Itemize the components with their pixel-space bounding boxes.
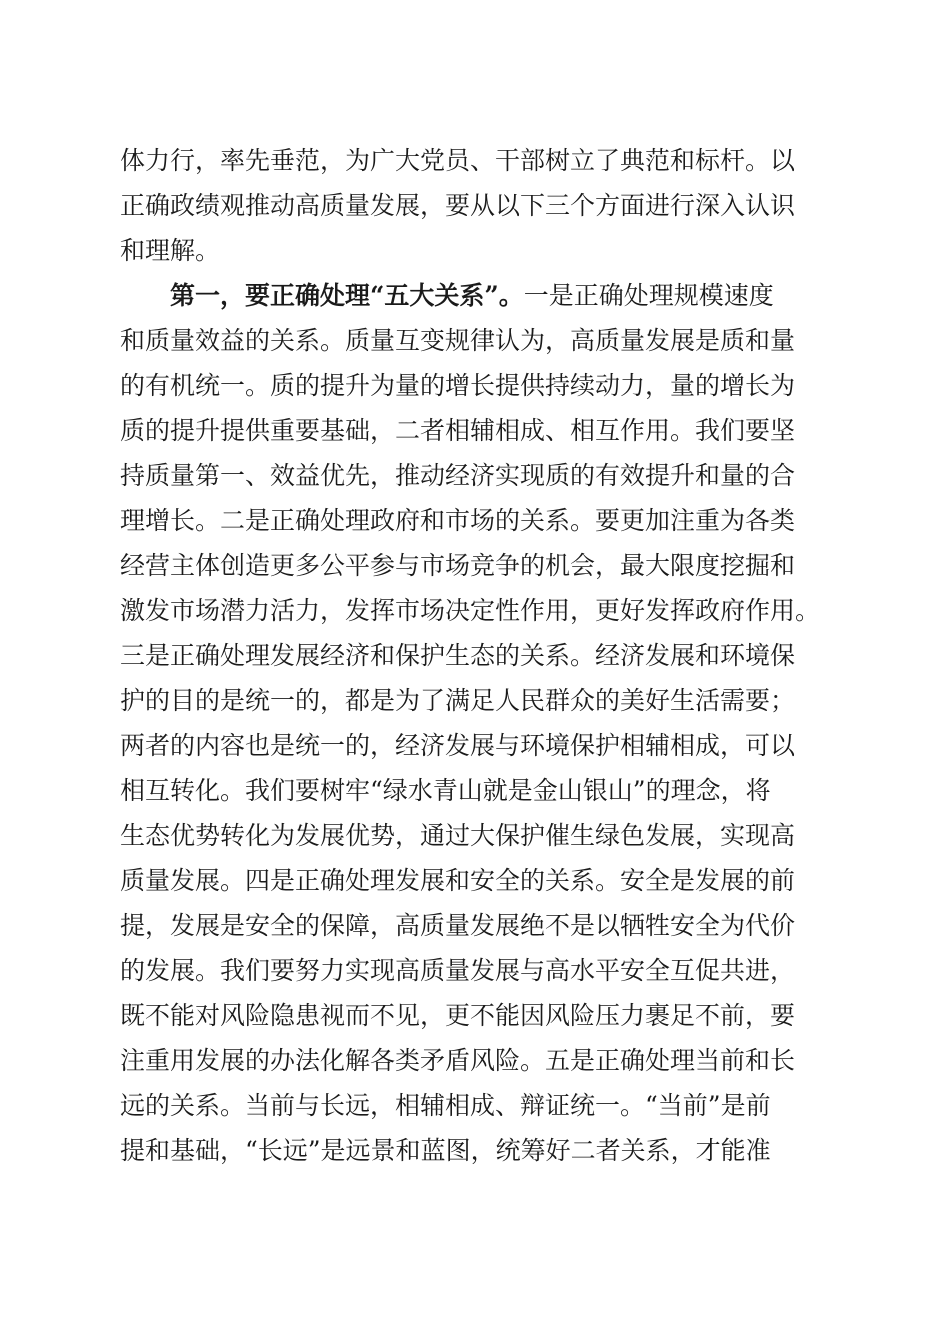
text-line: 质的提升提供重要基础，二者相辅相成、相互作用。我们要坚	[120, 416, 796, 445]
text-line: 激发市场潜力活力，发挥市场决定性作用，更好发挥政府作用。	[120, 596, 821, 625]
text-line: 的有机统一。质的提升为量的增长提供持续动力，量的增长为	[120, 371, 796, 400]
text-line: 持质量第一、效益优先，推动经济实现质的有效提升和量的合	[120, 461, 796, 490]
text-line: 两者的内容也是统一的，经济发展与环境保护相辅相成，可以	[120, 731, 796, 760]
section-first-line-text: 一是正确处理规模速度	[523, 281, 774, 310]
text-line: 的发展。我们要努力实现高质量发展与高水平安全互促共进，	[120, 956, 796, 985]
text-line: 和理解。	[120, 236, 221, 265]
text-line: 三是正确处理发展经济和保护生态的关系。经济发展和环境保	[120, 641, 796, 670]
text-line: 和质量效益的关系。质量互变规律认为，高质量发展是质和量	[120, 326, 796, 355]
text-line: 既不能对风险隐患视而不见，更不能因风险压力裹足不前，要	[120, 1001, 796, 1030]
text-line: 提和基础，“长远”是远景和蓝图，统筹好二者关系，才能准	[120, 1136, 771, 1165]
text-line: 相互转化。我们要树牢“绿水青山就是金山银山”的理念，将	[120, 776, 771, 805]
section-first-line	[120, 273, 830, 318]
text-line: 质量发展。四是正确处理发展和安全的关系。安全是发展的前	[120, 866, 796, 895]
text-line: 注重用发展的办法化解各类矛盾风险。五是正确处理当前和长	[120, 1046, 796, 1075]
document-body	[120, 138, 830, 1173]
text-line: 正确政绩观推动高质量发展，要从以下三个方面进行深入认识	[120, 191, 796, 220]
text-line: 护的目的是统一的，都是为了满足人民群众的美好生活需要；	[120, 686, 796, 715]
section-heading: 第一，要正确处理“五大关系”。	[170, 281, 524, 310]
text-line: 生态优势转化为发展优势，通过大保护催生绿色发展，实现高	[120, 821, 796, 850]
text-line: 远的关系。当前与长远，相辅相成、辩证统一。“当前”是前	[120, 1091, 771, 1120]
text-line: 理增长。二是正确处理政府和市场的关系。要更加注重为各类	[120, 506, 796, 535]
text-line: 经营主体创造更多公平参与市场竞争的机会，最大限度挖掘和	[120, 551, 796, 580]
text-line: 体力行，率先垂范，为广大党员、干部树立了典范和标杆。以	[120, 146, 796, 175]
text-line: 提，发展是安全的保障，高质量发展绝不是以牺牲安全为代价	[120, 911, 796, 940]
